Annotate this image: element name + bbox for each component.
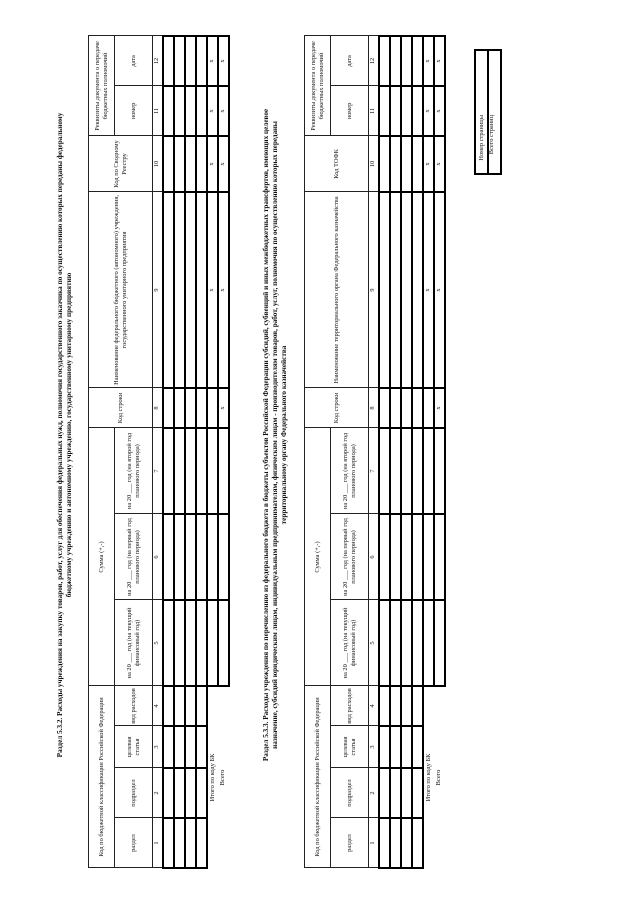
s1-cell[interactable] xyxy=(196,686,207,726)
s2-itogo-row xyxy=(423,36,434,868)
s1-num: 11 xyxy=(153,86,163,136)
s1-cell[interactable] xyxy=(174,388,185,428)
s2-cell[interactable] xyxy=(379,600,390,686)
s1-cell[interactable] xyxy=(163,686,174,726)
s2-cell[interactable] xyxy=(423,600,434,686)
s1-cell[interactable] xyxy=(163,36,174,86)
s2-x: x xyxy=(434,36,445,86)
s2-cell[interactable] xyxy=(390,818,401,868)
s2-cell[interactable] xyxy=(390,768,401,818)
table-row xyxy=(174,36,185,868)
s1-cell[interactable] xyxy=(196,428,207,514)
s2-cell[interactable] xyxy=(390,428,401,514)
s1-num: 1 xyxy=(153,818,163,868)
section-1-table xyxy=(88,35,230,869)
s1-cell[interactable] xyxy=(185,726,196,768)
s2-cell[interactable] xyxy=(379,388,390,428)
s1-cell[interactable] xyxy=(207,600,218,686)
s2-cell[interactable] xyxy=(390,600,401,686)
section-1-title-line-1: Раздел 5.3.2. Расходы учреждения на закупку товаров, работ, услуг для обеспечения федеральных нужд, полномочия государственного заказчика по осуществлению которых переданы федеральному xyxy=(56,112,64,758)
s1-cell[interactable] xyxy=(174,136,185,192)
s2-itogo-label: Итого по коду БК xyxy=(424,753,432,802)
s1-num: 6 xyxy=(153,514,163,600)
s2-cell[interactable] xyxy=(401,192,412,388)
s2-cell[interactable] xyxy=(379,428,390,514)
s1-cell[interactable] xyxy=(163,768,174,818)
s2-cell[interactable] xyxy=(401,388,412,428)
table-row xyxy=(196,36,207,868)
s2-cell[interactable] xyxy=(379,818,390,868)
s1-cell[interactable] xyxy=(174,192,185,388)
s2-cell[interactable] xyxy=(412,136,423,192)
s1-h-naim: Наименование федерального бюджетного (автономного) учреждения, государственного унитарного предприятия xyxy=(89,192,153,388)
page-number-label: Номер страницы xyxy=(478,115,485,161)
s2-num: 9 xyxy=(369,192,379,388)
s1-num: 2 xyxy=(153,768,163,818)
s1-cell[interactable] xyxy=(163,726,174,768)
s2-cell[interactable] xyxy=(412,428,423,514)
section-1-title xyxy=(56,55,74,815)
s1-num: 8 xyxy=(153,388,163,428)
s1-itogo-label: Итого по коду БК xyxy=(208,753,216,802)
s1-cell[interactable] xyxy=(207,428,218,514)
s1-cell[interactable] xyxy=(207,388,218,428)
table-row xyxy=(379,36,390,868)
s2-cell[interactable] xyxy=(390,36,401,86)
s1-h-vid: вид расходов xyxy=(115,686,153,726)
s1-cell[interactable] xyxy=(163,428,174,514)
s1-x: x xyxy=(218,388,229,428)
s2-h-naim: Наименование территориального органа Федерального казначейства xyxy=(305,192,369,388)
s1-h-rekv: Реквизиты документа о передаче бюджетных полномочий xyxy=(89,36,115,136)
section-1-title-line-2: бюджетному учреждению и автономному учреждению, государственному унитарному предприятию xyxy=(65,272,73,598)
s2-cell[interactable] xyxy=(412,86,423,136)
s1-num: 4 xyxy=(153,686,163,726)
s1-h-celevaya: целевая статья xyxy=(115,726,153,768)
s2-cell[interactable] xyxy=(390,136,401,192)
s2-h-summa: Сумма (+,-) xyxy=(305,428,331,686)
s1-cell[interactable] xyxy=(196,36,207,86)
s2-cell[interactable] xyxy=(412,36,423,86)
s2-h-data: дата xyxy=(331,36,369,86)
s2-cell[interactable] xyxy=(390,726,401,768)
s2-num: 2 xyxy=(369,768,379,818)
s1-cell[interactable] xyxy=(185,192,196,388)
s1-cell[interactable] xyxy=(185,428,196,514)
s2-x: x xyxy=(423,192,434,388)
s1-cell[interactable] xyxy=(185,768,196,818)
s2-cell[interactable] xyxy=(401,86,412,136)
s1-cell[interactable] xyxy=(196,726,207,768)
s1-cell[interactable] xyxy=(185,388,196,428)
s2-x: x xyxy=(423,136,434,192)
s2-cell[interactable] xyxy=(401,818,412,868)
s2-number-row xyxy=(369,36,379,868)
s2-cell[interactable] xyxy=(412,514,423,600)
s1-vsego-label: Всего xyxy=(219,769,227,786)
table-row xyxy=(412,36,423,868)
s1-num: 9 xyxy=(153,192,163,388)
s2-h-celevaya: целевая статья xyxy=(331,726,369,768)
s2-cell[interactable] xyxy=(401,136,412,192)
section-2-title-line-3: территориальному органу Федерального казначейства xyxy=(280,345,288,525)
s2-cell[interactable] xyxy=(379,686,390,726)
s2-cell[interactable] xyxy=(423,428,434,514)
s1-h-y3: на 20 ___ год (на второй год планового периода) xyxy=(115,428,153,514)
s1-cell[interactable] xyxy=(163,388,174,428)
s1-h-razdel: раздел xyxy=(115,818,153,868)
s2-cell[interactable] xyxy=(412,768,423,818)
s1-cell[interactable] xyxy=(196,86,207,136)
table-row xyxy=(401,36,412,868)
s1-h-kod-stroki: Код строки xyxy=(89,388,153,428)
s1-cell[interactable] xyxy=(196,818,207,868)
s1-h-y2: на 20 ___ год (на первый год планового периода) xyxy=(115,514,153,600)
s2-h-kod-tofk: Код ТОФК xyxy=(305,136,369,192)
s1-cell[interactable] xyxy=(185,818,196,868)
s2-cell[interactable] xyxy=(401,686,412,726)
s1-x: x xyxy=(218,136,229,192)
s1-cell[interactable] xyxy=(163,514,174,600)
s1-cell[interactable] xyxy=(218,428,229,514)
s1-num: 12 xyxy=(153,36,163,86)
s2-num: 7 xyxy=(369,428,379,514)
s2-num: 10 xyxy=(369,136,379,192)
s1-h-kod-reestr: Код по Сводному Реестру xyxy=(89,136,153,192)
s2-h-vid: вид расходов xyxy=(331,686,369,726)
s2-h-kod-stroki: Код строки xyxy=(305,388,369,428)
s1-x: x xyxy=(207,136,218,192)
section-2-title-line-1: Раздел 5.3.3. Расходы учреждения по перечислению из федерального бюджета в бюджеты субъектов Российской Федерации субсидий, субвенций и иных межбюджетных трансфертов, имеющих целевое xyxy=(262,108,270,762)
s1-cell[interactable] xyxy=(196,600,207,686)
s2-cell[interactable] xyxy=(390,514,401,600)
s2-h-podrazdel: подраздел xyxy=(331,768,369,818)
s1-cell[interactable] xyxy=(174,686,185,726)
s2-cell[interactable] xyxy=(379,726,390,768)
s1-cell[interactable] xyxy=(185,36,196,86)
s1-cell[interactable] xyxy=(185,136,196,192)
s1-cell[interactable] xyxy=(174,36,185,86)
s2-cell[interactable] xyxy=(412,192,423,388)
s2-cell[interactable] xyxy=(390,388,401,428)
s2-num: 11 xyxy=(369,86,379,136)
s1-x: x xyxy=(207,86,218,136)
s2-h-y1: на 20 ___ год (на текущий финансовый год) xyxy=(331,600,369,686)
s2-cell[interactable] xyxy=(401,428,412,514)
s2-cell[interactable] xyxy=(412,388,423,428)
s2-num: 12 xyxy=(369,36,379,86)
s1-h-summa: Сумма (+,-) xyxy=(89,428,115,686)
s2-cell[interactable] xyxy=(379,192,390,388)
s2-cell[interactable] xyxy=(423,388,434,428)
s2-num: 4 xyxy=(369,686,379,726)
s1-cell[interactable] xyxy=(163,86,174,136)
s2-cell[interactable] xyxy=(412,686,423,726)
s1-cell[interactable] xyxy=(196,136,207,192)
section-2-title-line-2: назначение, субсидий юридическим лицам, индивидуальным предпринимателям, физическим лицам - производителям товаров, работ, услуг, полномочия по осуществлению которых переданы xyxy=(271,121,279,749)
s1-x: x xyxy=(207,192,218,388)
s1-num: 5 xyxy=(153,600,163,686)
s2-cell[interactable] xyxy=(412,726,423,768)
s2-x: x xyxy=(434,388,445,428)
s2-h-rekv: Реквизиты документа о передаче бюджетных полномочий xyxy=(305,36,331,136)
s1-vsego-row xyxy=(218,36,229,868)
section-2-table xyxy=(304,35,446,869)
s1-h-kbk: Код по бюджетной классификации Российской Федерации xyxy=(89,686,115,868)
s1-cell[interactable] xyxy=(163,818,174,868)
s2-h-y2: на 20 ___ год (на первый год планового периода) xyxy=(331,514,369,600)
s2-cell[interactable] xyxy=(434,600,445,686)
s1-x: x xyxy=(207,36,218,86)
s2-cell[interactable] xyxy=(390,192,401,388)
s2-cell[interactable] xyxy=(434,514,445,600)
s1-cell[interactable] xyxy=(174,768,185,818)
s1-h-nomer: номер xyxy=(115,86,153,136)
s2-cell[interactable] xyxy=(379,36,390,86)
s1-number-row xyxy=(153,36,163,868)
s1-x: x xyxy=(218,86,229,136)
s1-x: x xyxy=(218,192,229,388)
s2-h-nomer: номер xyxy=(331,86,369,136)
s2-cell[interactable] xyxy=(401,768,412,818)
s1-cell[interactable] xyxy=(207,514,218,600)
s1-cell[interactable] xyxy=(174,726,185,768)
s2-cell[interactable] xyxy=(401,36,412,86)
s2-x: x xyxy=(434,86,445,136)
s1-h-podrazdel: подраздел xyxy=(115,768,153,818)
s2-h-y3: на 20 ___ год (на второй год планового периода) xyxy=(331,428,369,514)
s1-cell[interactable] xyxy=(185,686,196,726)
s2-cell[interactable] xyxy=(412,600,423,686)
s1-itogo-row xyxy=(207,36,218,868)
s2-cell[interactable] xyxy=(401,600,412,686)
s1-cell[interactable] xyxy=(174,428,185,514)
s1-cell[interactable] xyxy=(218,514,229,600)
s2-cell[interactable] xyxy=(434,428,445,514)
s1-cell[interactable] xyxy=(174,600,185,686)
s2-x: x xyxy=(423,36,434,86)
total-pages-box[interactable] xyxy=(487,49,502,175)
s2-cell[interactable] xyxy=(401,514,412,600)
s2-cell[interactable] xyxy=(390,686,401,726)
s2-num: 1 xyxy=(369,818,379,868)
s1-cell[interactable] xyxy=(196,192,207,388)
s1-cell[interactable] xyxy=(174,86,185,136)
s1-num: 7 xyxy=(153,428,163,514)
s2-vsego-label: Всего xyxy=(435,769,443,786)
s1-num: 10 xyxy=(153,136,163,192)
s1-cell[interactable] xyxy=(218,600,229,686)
total-pages-label: Всего страниц xyxy=(488,115,495,155)
s2-cell[interactable] xyxy=(379,86,390,136)
table-row xyxy=(185,36,196,868)
s2-cell[interactable] xyxy=(379,514,390,600)
s2-num: 5 xyxy=(369,600,379,686)
s2-vsego-row xyxy=(434,36,445,868)
s2-h-kbk: Код по бюджетной классификации Российской Федерации xyxy=(305,686,331,868)
s2-x: x xyxy=(434,136,445,192)
s1-cell[interactable] xyxy=(174,818,185,868)
s1-cell[interactable] xyxy=(196,388,207,428)
table-row xyxy=(390,36,401,868)
s2-cell[interactable] xyxy=(379,768,390,818)
s1-cell[interactable] xyxy=(196,768,207,818)
s1-cell[interactable] xyxy=(185,600,196,686)
s2-x: x xyxy=(423,86,434,136)
s2-cell[interactable] xyxy=(390,86,401,136)
s1-cell[interactable] xyxy=(163,600,174,686)
s1-num: 3 xyxy=(153,726,163,768)
s2-num: 8 xyxy=(369,388,379,428)
s2-cell[interactable] xyxy=(379,136,390,192)
s2-num: 6 xyxy=(369,514,379,600)
table-row xyxy=(163,36,174,868)
s1-h-y1: на 20 ___ год (на текущий финансовый год) xyxy=(115,600,153,686)
s2-num: 3 xyxy=(369,726,379,768)
s2-cell[interactable] xyxy=(412,818,423,868)
s1-cell[interactable] xyxy=(185,86,196,136)
s1-h-data: дата xyxy=(115,36,153,86)
s1-cell[interactable] xyxy=(174,514,185,600)
s1-x: x xyxy=(218,36,229,86)
s2-x: x xyxy=(434,192,445,388)
s1-cell[interactable] xyxy=(163,192,174,388)
s1-cell[interactable] xyxy=(163,136,174,192)
s2-h-razdel: раздел xyxy=(331,818,369,868)
s2-cell[interactable] xyxy=(423,514,434,600)
section-2-title xyxy=(262,55,289,815)
s1-cell[interactable] xyxy=(196,514,207,600)
s2-cell[interactable] xyxy=(401,726,412,768)
s1-cell[interactable] xyxy=(185,514,196,600)
